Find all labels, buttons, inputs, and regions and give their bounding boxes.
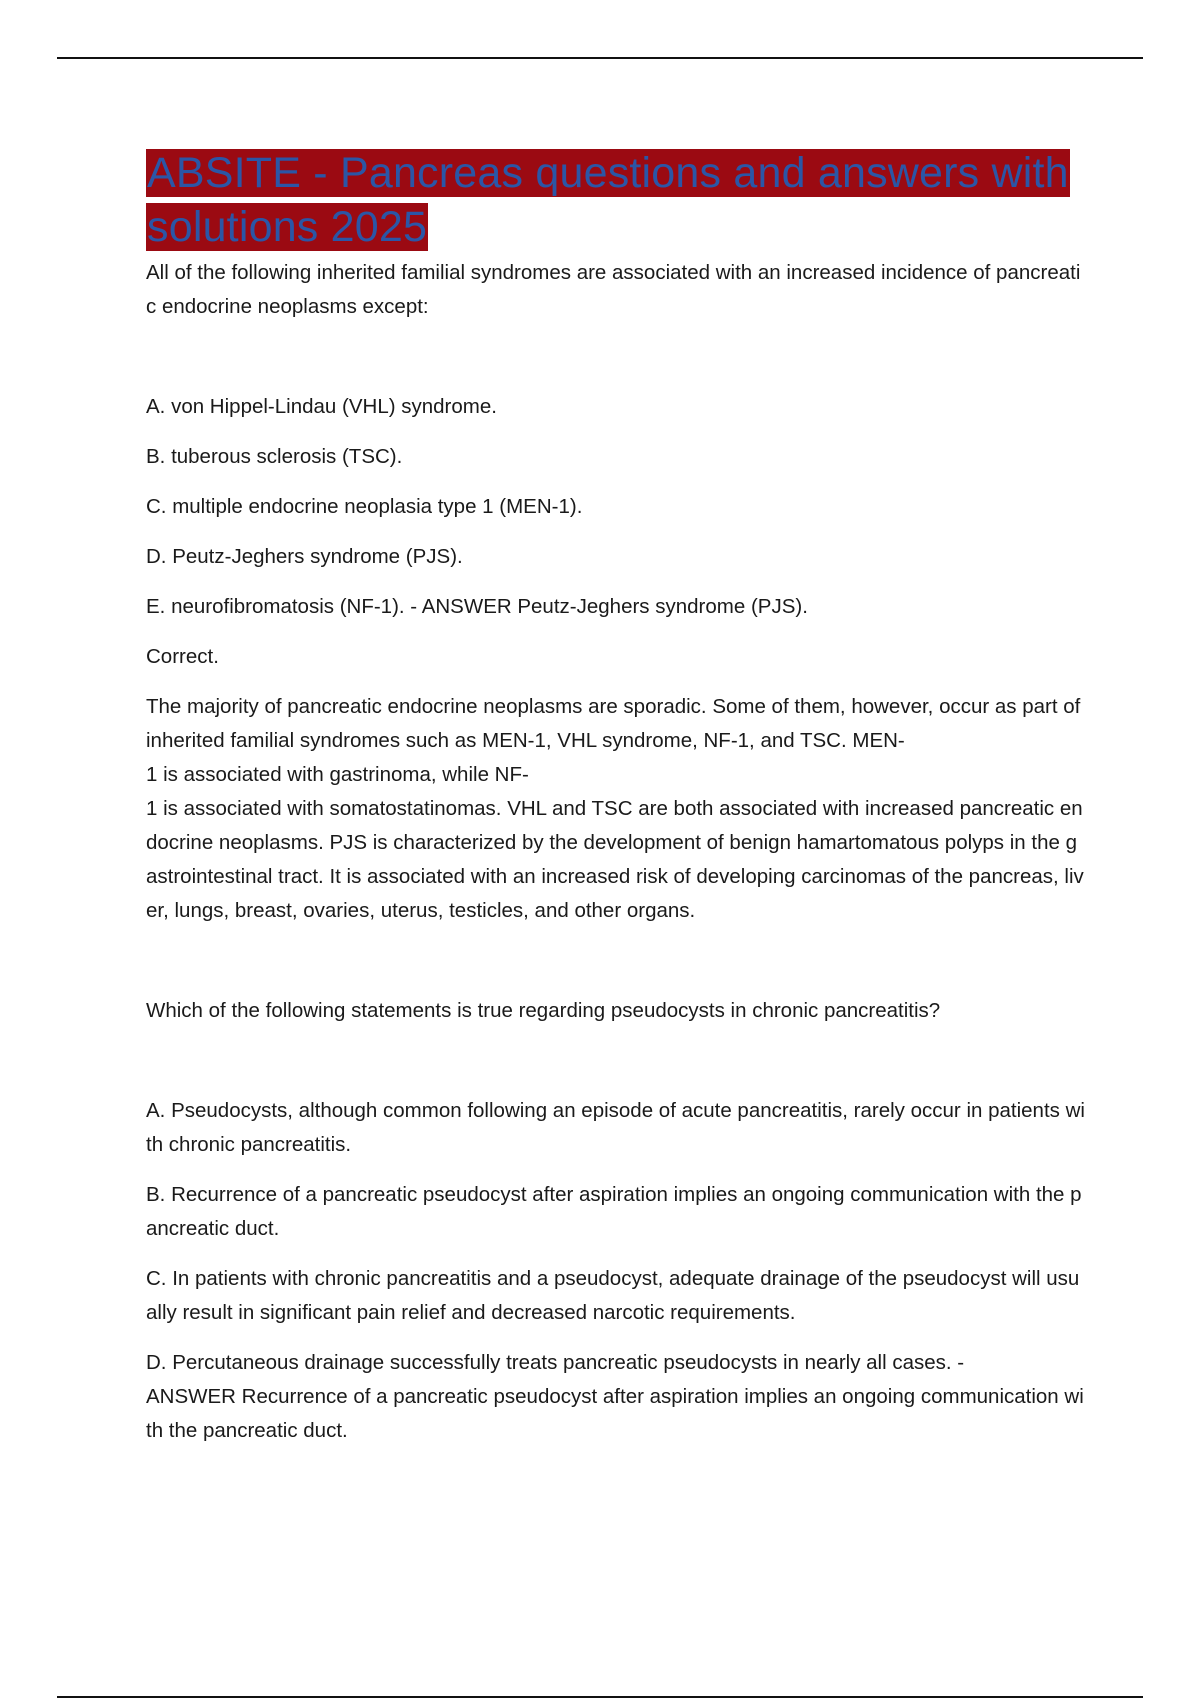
question-1-option-d: D. Peutz-Jeghers syndrome (PJS). [146,545,463,568]
question-1-option-a: A. von Hippel-Lindau (VHL) syndrome. [146,395,497,418]
question-1-explanation-line-1: The majority of pancreatic endocrine neoplasms are sporadic. Some of them, however, occur as part of inherited familial syndromes such as MEN-1, VHL syndrome, NF-1, and TSC. MEN- [146,695,1081,752]
question-1-option-e-answer: E. neurofibromatosis (NF-1). - ANSWER Peutz-Jeghers syndrome (PJS). [146,595,808,618]
document-body [146,146,1086,1448]
document-title [146,146,1086,254]
question-1-option-b: B. tuberous sclerosis (TSC). [146,445,403,468]
question-2-option-b: B. Recurrence of a pancreatic pseudocyst after aspiration implies an ongoing communication with the pancreatic duct. [146,1183,1082,1240]
question-1-explanation-line-2: 1 is associated with gastrinoma, while NF- [146,763,529,786]
question-1-explanation-line-3: 1 is associated with somatostatinomas. VHL and TSC are both associated with increased pancreatic endocrine neoplasms. PJS is characterized by the development of benign hamartomatous polyps in the gastrointestinal tract. It is associated with an increased risk of developing carcinomas of the pancreas, liver, lungs, breast, ovaries, uterus, testicles, and other organs. [146,797,1084,922]
question-2-option-c: C. In patients with chronic pancreatitis and a pseudocyst, adequate drainage of the pseudocyst will usually result in significant pain relief and decreased narcotic requirements. [146,1267,1080,1324]
bottom-rule [57,1696,1143,1698]
question-1-result: Correct. [146,645,219,668]
question-1-option-c: C. multiple endocrine neoplasia type 1 (MEN-1). [146,495,583,518]
document-title-text: ABSITE - Pancreas questions and answers with solutions 2025 [147,149,1069,251]
top-rule [57,57,1143,59]
question-2-answer: ANSWER Recurrence of a pancreatic pseudocyst after aspiration implies an ongoing communication with the pancreatic duct. [146,1385,1084,1442]
question-2-option-d: D. Percutaneous drainage successfully treats pancreatic pseudocysts in nearly all cases. - [146,1351,965,1374]
question-1-text: All of the following inherited familial syndromes are associated with an increased incidence of pancreatic endocrine neoplasms except: [146,261,1081,318]
question-2-option-a: A. Pseudocysts, although common following an episode of acute pancreatitis, rarely occur in patients with chronic pancreatitis. [146,1099,1085,1156]
question-2-text: Which of the following statements is true regarding pseudocysts in chronic pancreatitis? [146,999,941,1022]
